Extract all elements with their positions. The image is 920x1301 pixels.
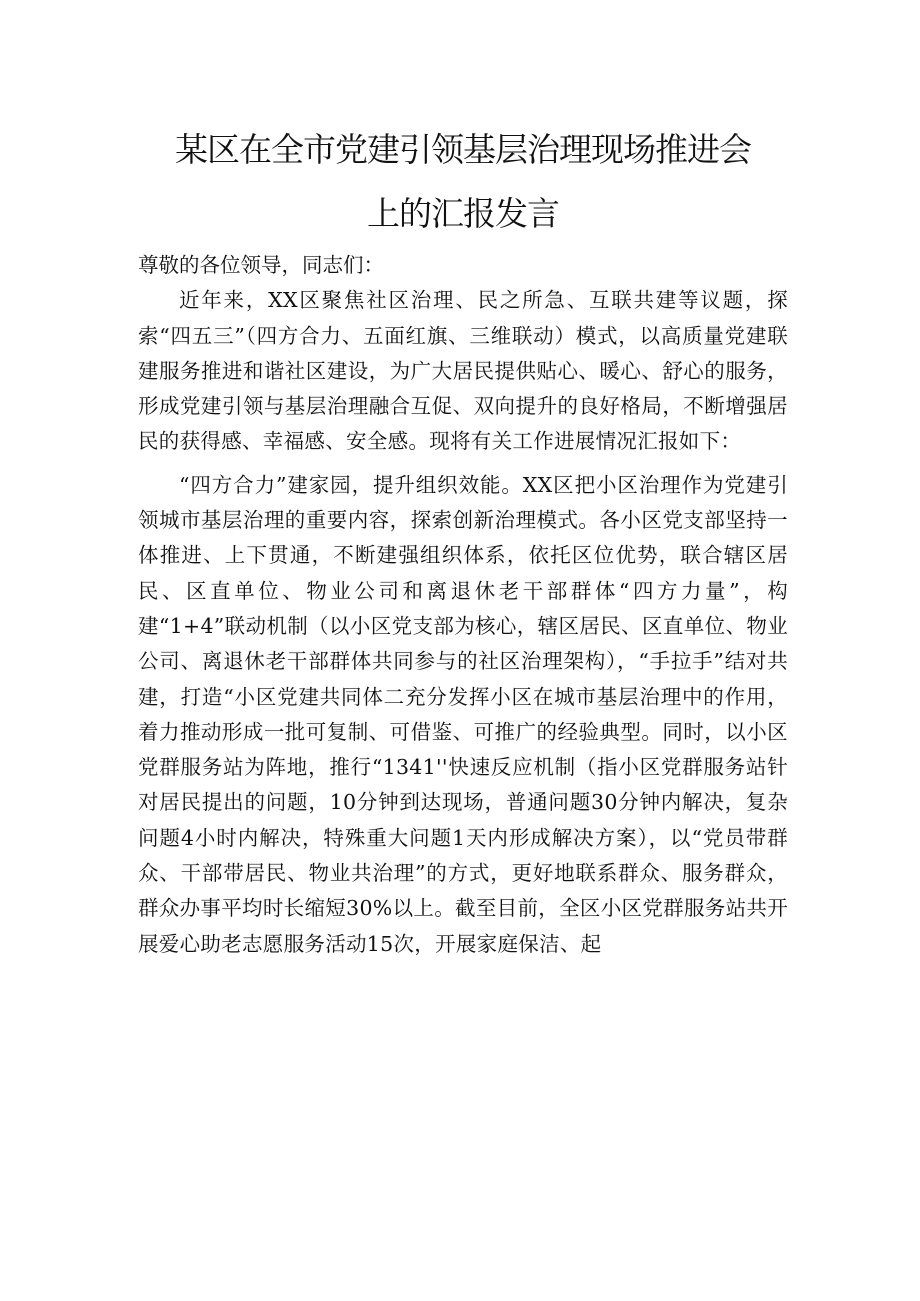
- document-content: [138, 118, 788, 962]
- paragraph-intro: 近年来，XX区聚焦社区治理、民之所急、互联共建等议题，探索“四五三”（四方合力、五面红旗、三维联动）模式，以高质量党建联建服务推进和谐社区建设，为广大居民提供贴心、暖心、舒心的服务，形成党建引领与基层治理融合互促、双向提升的良好格局，不断增强居民的获得感、幸福感、安全感。现将有关工作进展情况汇报如下：: [138, 288, 788, 454]
- title-line-1: 某区在全市党建引领基层治理现场推进会: [175, 130, 751, 169]
- title-line-2: 上的汇报发言: [367, 194, 559, 233]
- document-title: [138, 118, 788, 246]
- salutation: 尊敬的各位领导，同志们：: [138, 253, 384, 277]
- paragraph-four-forces: “四方合力”建家园，提升组织效能。XX区把小区治理作为党建引领城市基层治理的重要内容，探索创新治理模式。各小区党支部坚持一体推进、上下贯通，不断建强组织体系，依托区位优势，联合辖区居民、区直单位、物业公司和离退休老干部群体“四方力量”，构建“1+4”联动机制（以小区党支部为核心，辖区居民、区直单位、物业公司、离退休老干部群体共同参与的社区治理架构），“手拉手”结对共建，打造“小区党建共同体二充分发挥小区在城市基层治理中的作用，着力推动形成一批可复制、可借鉴、可推广的经验典型。同时，以小区党群服务站为阵地，推行“1341''快速反应机制（指小区党群服务站针对居民提出的问题，10分钟到达现场，普通问题30分钟内解决，复杂问题4小时内解决，特殊重大问题1天内形成解决方案），以“党员带群众、干部带居民、物业共治理”的方式，更好地联系群众、服务群众，群众办事平均时长缩短30%以上。截至目前，全区小区党群服务站共开展爱心助老志愿服务活动15次，开展家庭保洁、起: [138, 472, 788, 956]
